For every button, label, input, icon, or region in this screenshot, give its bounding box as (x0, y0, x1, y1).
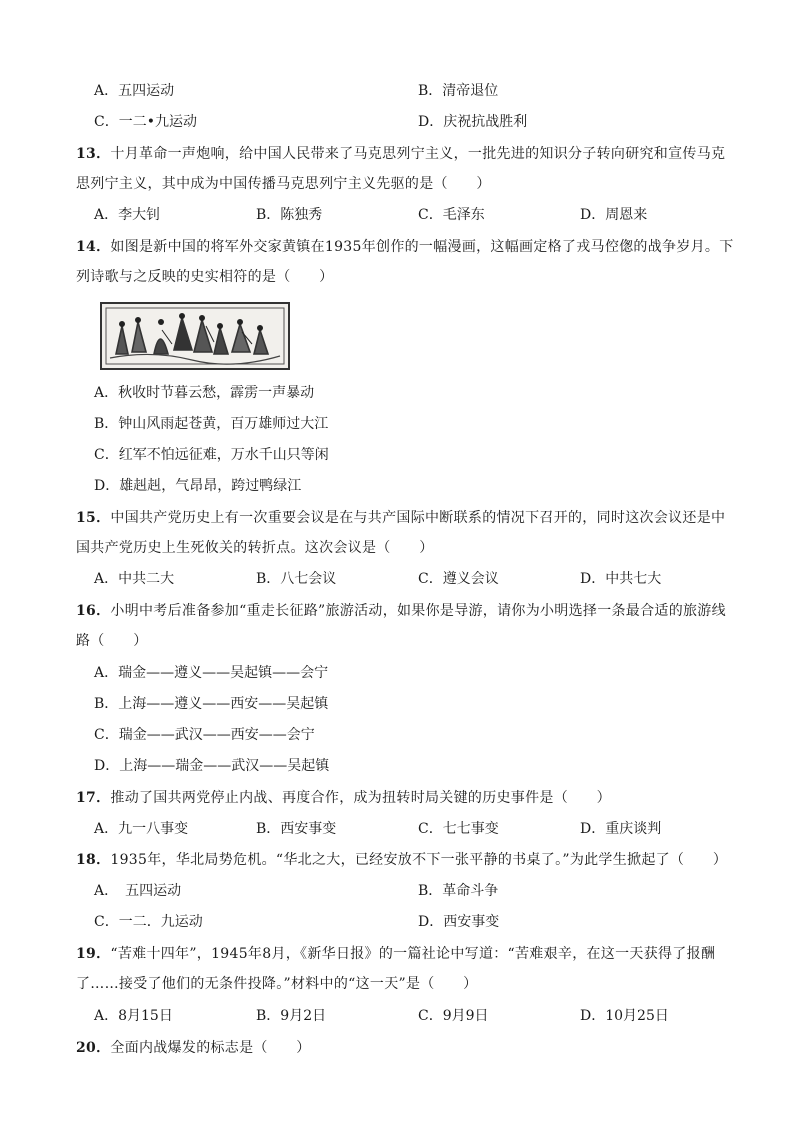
question-14 (76, 232, 746, 292)
question-15 (76, 503, 746, 563)
question-16 (76, 596, 746, 656)
q12-option-c[interactable]: C．一二•九运动 (94, 114, 197, 130)
q17-option-c[interactable]: C．七七事变 (418, 821, 499, 837)
cartoon-image (100, 302, 290, 370)
q18-options-row1 (94, 876, 754, 906)
question-text-line2: 了……接受了他们的无条件投降。”材料中的“这一天”是（ ） (76, 976, 478, 992)
q12-options-row2 (94, 107, 754, 137)
question-18 (76, 845, 746, 875)
q16-option-a[interactable]: A．瑞金——遵义——吴起镇——会宁 (94, 665, 329, 681)
question-text-line1: 推动了国共两党停止内战、再度合作，成为扭转时局关键的历史事件是（ ） (110, 790, 611, 806)
q18-option-c[interactable]: C．一二．九运动 (94, 914, 203, 930)
question-text-line1: 全面内战爆发的标志是（ ） (110, 1040, 311, 1056)
question-text-line1: 十月革命一声炮响，给中国人民带来了马克思列宁主义，一批先进的知识分子转向研究和宣传马克 (110, 146, 726, 162)
question-number: 16． (76, 603, 111, 619)
question-number: 18． (76, 852, 111, 868)
q16-option-c[interactable]: C．瑞金——武汉——西安——会宁 (94, 727, 315, 743)
question-13 (76, 139, 746, 199)
cartoon-sketch (102, 304, 288, 368)
q19-option-b[interactable]: B．9月2日 (256, 1008, 327, 1024)
q16-option-b[interactable]: B．上海——遵义——西安——吴起镇 (94, 696, 329, 712)
question-17 (76, 783, 746, 813)
q19-option-c[interactable]: C．9月9日 (418, 1008, 489, 1024)
question-text-line2: 路（ ） (76, 633, 148, 649)
q17-options (94, 814, 754, 844)
q19-option-a[interactable]: A．8月15日 (94, 1008, 173, 1024)
question-text-line1: 小明中考后准备参加“重走长征路”旅游活动，如果你是导游，请你为小明选择一条最合适的旅游线 (110, 603, 726, 619)
question-number: 13． (76, 146, 111, 162)
question-20 (76, 1033, 746, 1063)
question-text-line1: 1935年，华北局势危机。“华北之大，已经安放不下一张平静的书桌了。”为此学生掀起了（ ） (110, 852, 728, 868)
question-number: 19． (76, 946, 111, 962)
q17-option-d[interactable]: D．重庆谈判 (580, 821, 662, 837)
question-number: 14． (76, 239, 111, 255)
q12-option-d[interactable]: D．庆祝抗战胜利 (418, 114, 528, 130)
q15-option-c[interactable]: C．遵义会议 (418, 571, 499, 587)
q15-option-a[interactable]: A．中共二大 (94, 571, 175, 587)
question-text-line1: 如图是新中国的将军外交家黄镇在1935年创作的一幅漫画，这幅画定格了戎马倥偬的战争岁月。下 (110, 239, 734, 255)
q13-option-a[interactable]: A．李大钊 (94, 207, 161, 223)
q14-option-b[interactable]: B．钟山风雨起苍黄，百万雄师过大江 (94, 416, 329, 432)
question-text-line1: “苦难十四年”，1945年8月，《新华日报》的一篇社论中写道：“苦难艰辛，在这一天获得了报酬 (110, 946, 716, 962)
q13-options (94, 200, 754, 230)
q12-options-row1 (94, 76, 754, 106)
q18-option-d[interactable]: D．西安事变 (418, 914, 500, 930)
question-text-line1: 中国共产党历史上有一次重要会议是在与共产国际中断联系的情况下召开的，同时这次会议还是中 (110, 510, 726, 526)
question-number: 15． (76, 510, 111, 526)
question-text-line2: 国共产党历史上生死攸关的转折点。这次会议是（ ） (76, 540, 434, 556)
q15-options (94, 564, 754, 594)
q18-option-a[interactable]: A． 五四运动 (94, 883, 182, 899)
question-number: 17． (76, 790, 111, 806)
q15-option-d[interactable]: D．中共七大 (580, 571, 662, 587)
q14-option-a[interactable]: A．秋收时节暮云愁，霹雳一声暴动 (94, 385, 315, 401)
q12-option-a[interactable]: A．五四运动 (94, 83, 175, 99)
question-19 (76, 939, 746, 999)
q13-option-b[interactable]: B．陈独秀 (256, 207, 323, 223)
q18-option-b[interactable]: B．革命斗争 (418, 883, 499, 899)
q14-option-d[interactable]: D．雄赳赳，气昂昂，跨过鸭绿江 (94, 478, 302, 494)
q17-option-a[interactable]: A．九一八事变 (94, 821, 189, 837)
q14-option-c[interactable]: C．红军不怕远征难，万水千山只等闲 (94, 447, 329, 463)
q15-option-b[interactable]: B．八七会议 (256, 571, 337, 587)
q17-option-b[interactable]: B．西安事变 (256, 821, 337, 837)
q13-option-c[interactable]: C．毛泽东 (418, 207, 485, 223)
question-number: 20． (76, 1040, 111, 1056)
question-text-line2: 列诗歌与之反映的史实相符的是（ ） (76, 269, 334, 285)
q13-option-d[interactable]: D．周恩来 (580, 207, 648, 223)
question-text-line2: 思列宁主义，其中成为中国传播马克思列宁主义先驱的是（ ） (76, 176, 491, 192)
q19-options (94, 1001, 754, 1031)
q19-option-d[interactable]: D．10月25日 (580, 1008, 669, 1024)
q18-options-row2 (94, 907, 754, 937)
q16-option-d[interactable]: D．上海——瑞金——武汉——吴起镇 (94, 758, 330, 774)
q12-option-b[interactable]: B．清帝退位 (418, 83, 499, 99)
